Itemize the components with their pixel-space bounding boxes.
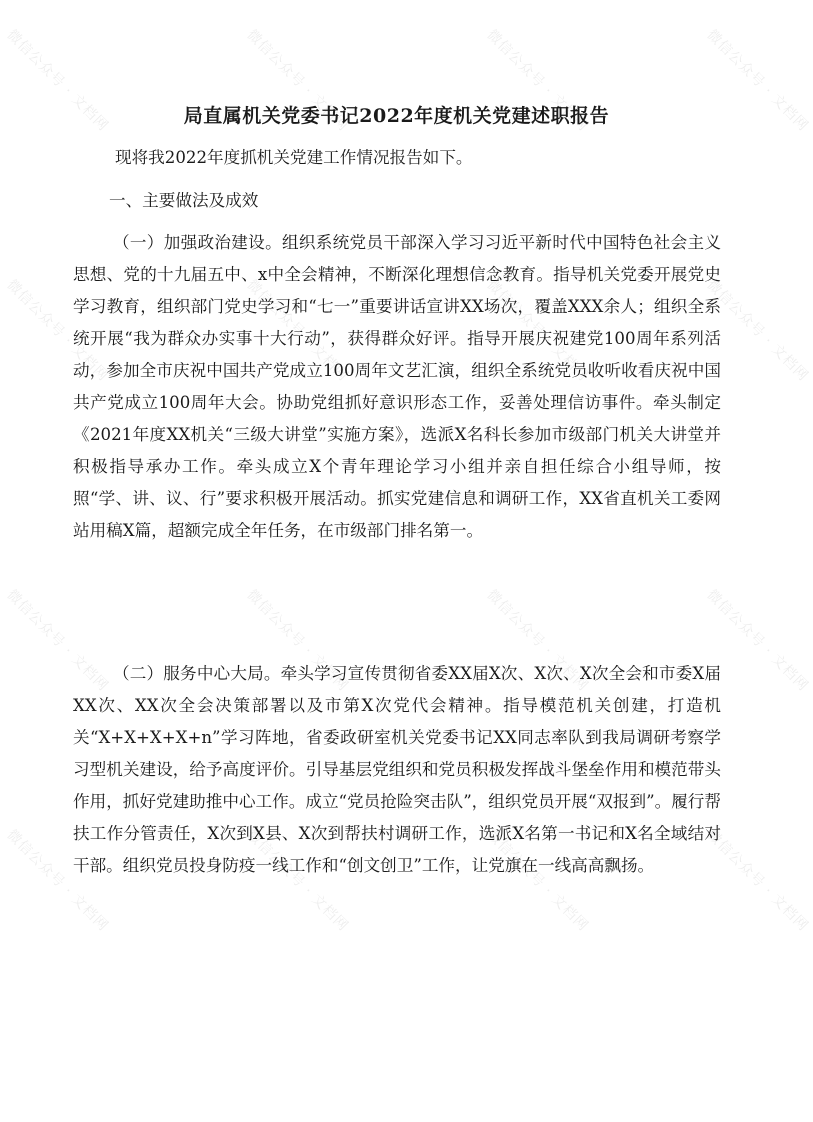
watermark-text: 微信公众号 · 文档网	[243, 26, 352, 135]
intro-paragraph: 现将我2022年度抓机关党建工作情况报告如下。	[115, 148, 473, 167]
watermark-text: 微信公众号 · 文档网	[483, 276, 592, 385]
watermark-text: 微信公众号 · 文档网	[703, 586, 812, 695]
watermark-text: 微信公众号 · 文档网	[3, 26, 112, 135]
body-paragraph-serve-center: （二）服务中心大局。牵头学习宣传贯彻省委XX届X次、X次、X次全会和市委X届XX次、XX次全会决策部署以及市第X次党代会精神。指导模范机关创建，打造机关“X+X+X+X+n”学习阵地，省委政研室机关党委书记XX同志率队到我局调研考察学习型机关建设，给予高度评价。引导基层党组织和党员积极发挥战斗堡垒作用和模范带头作用，抓好党建助推中心工作。成立“党员抢险突击队”，组织党员开展“双报到”。履行帮扶工作分管责任，X次到X县、X次到帮扶村调研工作，选派X名第一书记和X名全域结对干部。组织党员投身防疫一线工作和“创文创卫”工作，让党旗在一线高高飘扬。	[73, 664, 721, 875]
watermark-text: 微信公众号 · 文档网	[243, 276, 352, 385]
watermark-text: 微信公众号 · 文档网	[703, 276, 812, 385]
watermark-text: 微信公众号 · 文档网	[483, 586, 592, 695]
watermark-text: 微信公众号 · 文档网	[3, 826, 112, 935]
watermark-text: 微信公众号 · 文档网	[243, 586, 352, 695]
watermark-text: 微信公众号 · 文档网	[703, 26, 812, 135]
watermark-text: 微信公众号 · 文档网	[703, 826, 812, 935]
body-paragraph-political-building: （一）加强政治建设。组织系统党员干部深入学习习近平新时代中国特色社会主义思想、党的十九届五中、x中全会精神，不断深化理想信念教育。指导机关党委开展党史学习教育，组织部门党史学习和“七一”重要讲话宣讲XX场次，覆盖XXX余人；组织全系统开展“我为群众办实事十大行动”，获得群众好评。指导开展庆祝建党100周年系列活动，参加全市庆祝中国共产党成立100周年文艺汇演，组织全系统党员收听收看庆祝中国共产党成立100周年大会。协助党组抓好意识形态工作，妥善处理信访事件。牵头制定《2021年度XX机关“三级大讲堂”实施方案》，选派X名科长参加市级部门机关大讲堂并积极指导承办工作。牵头成立X个青年理论学习小组并亲自担任综合小组导师，按照“学、讲、议、行”要求积极开展活动。抓实党建信息和调研工作，XX省直机关工委网站用稿X篇，超额完成全年任务，在市级部门排名第一。	[73, 233, 721, 540]
watermark-text: 微信公众号 · 文档网	[483, 26, 592, 135]
watermark-text: 微信公众号 · 文档网	[243, 826, 352, 935]
document-title: 局直属机关党委书记2022年度机关党建述职报告	[183, 105, 610, 127]
watermark-text: 微信公众号 · 文档网	[3, 586, 112, 695]
section-heading: 一、主要做法及成效	[109, 191, 259, 210]
watermark-text: 微信公众号 · 文档网	[3, 276, 112, 385]
watermark-text: 微信公众号 · 文档网	[483, 826, 592, 935]
